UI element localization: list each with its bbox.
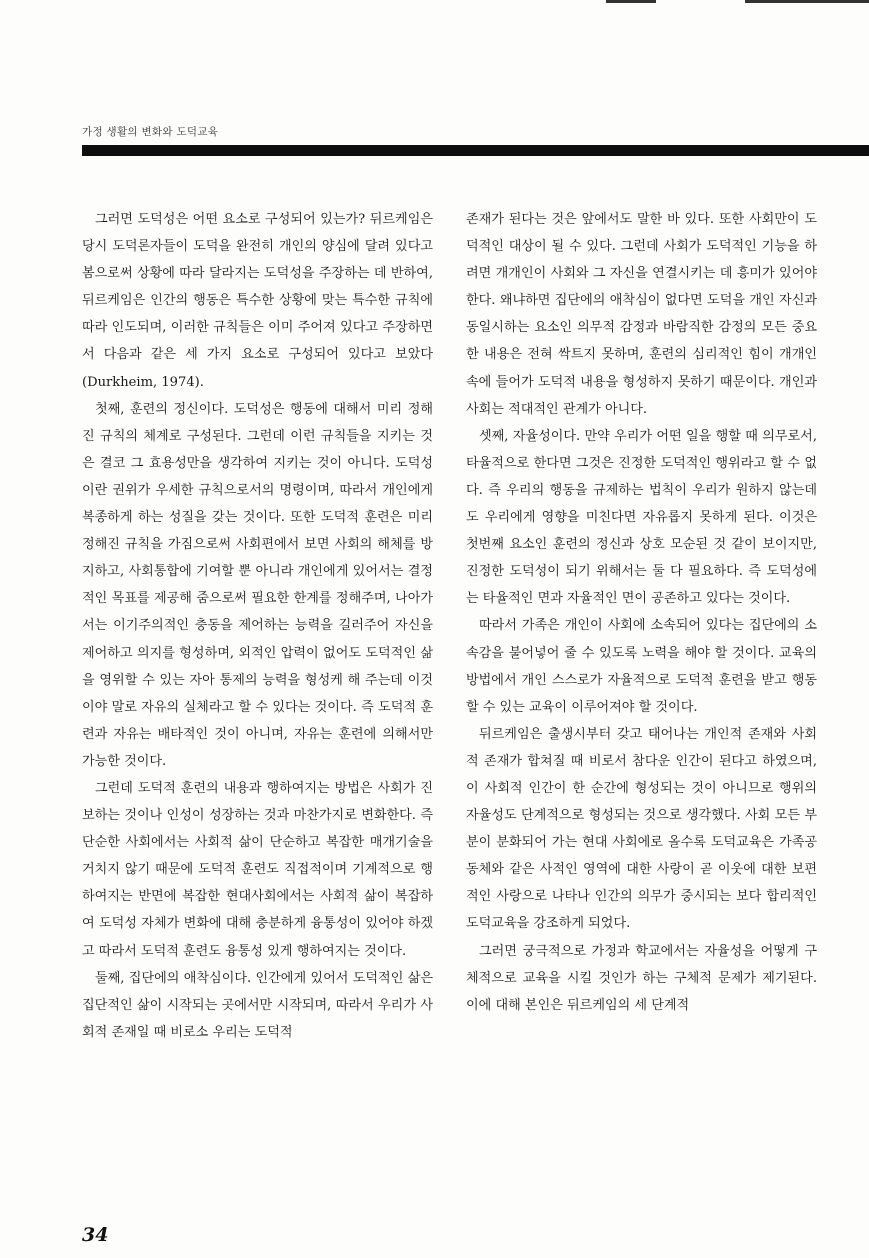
page-number: 34: [82, 1224, 109, 1246]
top-edge-rule: [745, 0, 869, 3]
right-column: [466, 206, 817, 1019]
left-column: [82, 206, 433, 1046]
paragraph: 그러면 도덕성은 어떤 요소로 구성되어 있는가? 뒤르케임은 당시 도덕론자들이 도덕을 완전히 개인의 양심에 달려 있다고 봄으로써 상황에 따라 달라지는 도덕성을 주장하는 데 반하여, 뒤르케임은 인간의 행동은 특수한 상황에 맞는 특수한 규칙에 따라 인도되며, 이러한 규칙들은 이미 주어져 있다고 주장하면서 다음과 같은 세 가지 요소로 구성되어 있다고 보았다 (Durkheim, 1974).: [82, 212, 433, 390]
paragraph: 그러면 궁극적으로 가정과 학교에서는 자율성을 어떻게 구체적으로 교육을 시킬 것인가 하는 구체적 문제가 제기된다. 이에 대해 본인은 뒤르케임의 세 단계적: [466, 943, 817, 1013]
running-header-title: 가정 생활의 변화와 도덕교육: [82, 126, 219, 138]
paragraph: 그런데 도덕적 훈련의 내용과 행하여지는 방법은 사회가 진보하는 것이나 인성이 성장하는 것과 마찬가지로 변화한다. 즉 단순한 사회에서는 사회적 삶이 단순하고 복잡한 매개기술을 거치지 않기 때문에 도덕적 훈련도 직접적이며 기계적으로 행하여지는 반면에 복잡한 현대사회에서는 사회적 삶이 복잡하여 도덕성 자체가 변화에 대해 충분하게 융통성이 있어야 하겠고 따라서 도덕적 훈련도 융통성 있게 행하여지는 것이다.: [82, 780, 433, 959]
paragraph: 따라서 가족은 개인이 사회에 소속되어 있다는 집단에의 소속감을 불어넣어 줄 수 있도록 노력을 해야 할 것이다. 교육의 방법에서 개인 스스로가 자율적으로 도덕적 훈련을 받고 행동할 수 있는 교육이 이루어져야 할 것이다.: [466, 618, 817, 715]
paragraph: 셋째, 자율성이다. 만약 우리가 어떤 일을 행할 때 의무로서, 타율적으로 한다면 그것은 진정한 도덕적인 행위라고 할 수 없다. 즉 우리의 행동을 규제하는 법칙이 우리가 원하지 않는데도 우리에게 영향을 미친다면 자유롭지 못하게 된다. 이것은 첫번째 요소인 훈련의 정신과 상호 모순된 것 같이 보이지만, 진정한 도덕성이 되기 위해서는 둘 다 필요하다. 즉 도덕성에는 타율적인 면과 자율적인 면이 공존하고 있다는 것이다.: [466, 428, 817, 607]
paragraph: 첫째, 훈련의 정신이다. 도덕성은 행동에 대해서 미리 정해진 규칙의 체계로 구성된다. 그런데 이런 규칙들을 지키는 것은 결코 그 효용성만을 생각하여 지키는 것이 아니다. 도덕성이란 권위가 우세한 규칙으로서의 명령이며, 따라서 개인에게 복종하게 하는 성질을 갖는 것이다. 또한 도덕적 훈련은 미리 정해진 규칙을 가짐으로써 사회편에서 보면 사회의 해체를 방지하고, 사회통합에 기여할 뿐 아니라 개인에게 있어서는 결정적인 목표를 제공해 줌으로써 필요한 한계를 정해주며, 나아가서는 이기주의적인 충동을 제어하는 능력을 길러주어 자신을 제어하고 의지를 형성하며, 외적인 압력이 없어도 도덕적인 삶을 영위할 수 있는 자아 통제의 능력을 형성케 해 주는데 이것이야 말로 자유의 실체라고 할 수 있다는 것이다. 즉 도덕적 훈련과 자유는 배타적인 것이 아니며, 자유는 훈련에 의해서만 가능한 것이다.: [82, 401, 433, 769]
paragraph: 뒤르케임은 출생시부터 갖고 태어나는 개인적 존재와 사회적 존재가 합쳐질 때 비로서 참다운 인간이 된다고 하였으며, 이 사회적 인간이 한 순간에 형성되는 것이 아니므로 행위의 자율성도 단계적으로 형성되는 것으로 생각했다. 사회 모든 부분이 분화되어 가는 현대 사회에로 올수록 도덕교육은 가족공동체와 같은 사적인 영역에 대한 사랑이 곧 이웃에 대한 보편적인 사랑으로 나타나 인간의 의무가 중시되는 보다 합리적인 도덕교육을 강조하게 되었다.: [466, 726, 817, 932]
paragraph: 둘째, 집단에의 애착심이다. 인간에게 있어서 도덕적인 삶은 집단적인 삶이 시작되는 곳에서만 시작되며, 따라서 우리가 사회적 존재일 때 비로소 우리는 도덕적: [82, 970, 433, 1040]
paragraph: 존재가 된다는 것은 앞에서도 말한 바 있다. 또한 사회만이 도덕적인 대상이 될 수 있다. 그런데 사회가 도덕적인 기능을 하려면 개개인이 사회와 그 자신을 연결시키는 데 흥미가 있어야 한다. 왜냐하면 집단에의 애착심이 없다면 도덕을 개인 자신과 동일시하는 요소인 의무적 감정과 바람직한 감정의 모든 중요한 내용은 전혀 싹트지 못하며, 훈련의 심리적인 힘이 개개인 속에 들어가 도덕적 내용을 형성하지 못하기 때문이다. 개인과 사회는 적대적인 관계가 아니다.: [466, 212, 817, 417]
header-bar: [82, 145, 869, 156]
top-edge-rule: [606, 0, 656, 3]
